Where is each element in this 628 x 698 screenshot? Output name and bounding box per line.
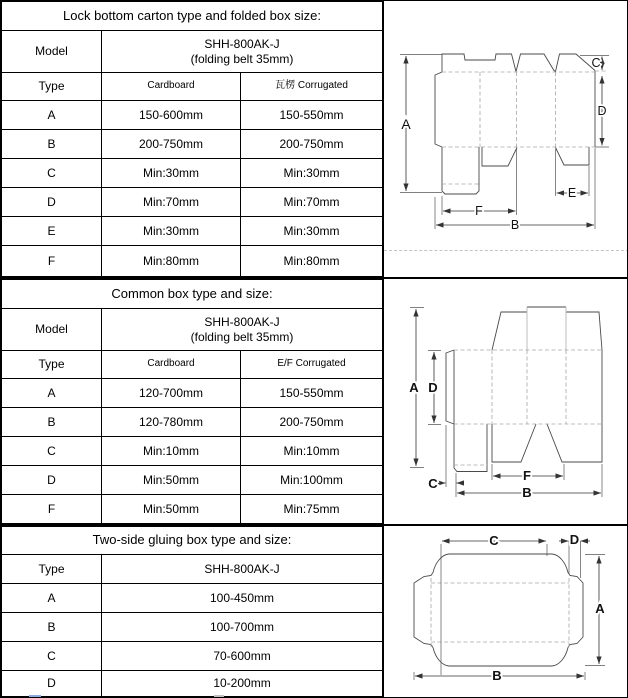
type-label: Type (2, 351, 102, 379)
common-box-table (1, 279, 383, 524)
type-cell: A (2, 584, 102, 613)
dimension-lines (409, 308, 602, 501)
type-cell: C (2, 159, 102, 188)
section-title: Two-side gluing box type and size: (2, 527, 383, 555)
dim-label-f: F (475, 204, 483, 218)
cardboard-value: Min:70mm (102, 188, 241, 217)
cardboard-value: Min:80mm (102, 246, 241, 277)
section-lock-bottom (1, 1, 627, 279)
cardboard-value: 150-600mm (102, 101, 241, 130)
type-cell: C (2, 642, 102, 671)
type-cell: D (2, 671, 102, 697)
type-cell: D (2, 188, 102, 217)
model-value (102, 31, 383, 73)
print-artifact-blue (29, 695, 41, 697)
type-cell: F (2, 246, 102, 277)
dieline-outline (414, 544, 583, 675)
type-label: Type (2, 555, 102, 584)
size-value: 10-200mm (102, 671, 383, 697)
col-header-cardboard: Cardboard (102, 351, 241, 379)
type-label: Type (2, 73, 102, 101)
dim-label-e: E (567, 186, 577, 200)
print-artifact-gray (214, 695, 224, 697)
type-cell: C (2, 437, 102, 466)
section-common-box (1, 279, 627, 526)
corrugated-value: Min:75mm (241, 495, 383, 524)
type-cell: B (2, 613, 102, 642)
dim-label-b: B (522, 485, 532, 500)
type-cell: A (2, 101, 102, 130)
model-name: SHH-800AK-J (102, 555, 383, 584)
corrugated-value: Min:100mm (241, 466, 383, 495)
model-value (102, 309, 383, 351)
cardboard-value: 120-700mm (102, 379, 241, 408)
dimension-lines (400, 55, 609, 233)
model-note: (folding belt 35mm) (190, 329, 294, 344)
corrugated-value: 200-750mm (241, 130, 383, 159)
size-value: 100-450mm (102, 584, 383, 613)
page-break-dash (384, 250, 628, 251)
dim-label-c: C (489, 533, 499, 548)
lock-bottom-table (1, 1, 383, 277)
two-side-gluing-diagram-cell (383, 526, 628, 697)
corrugated-value: 150-550mm (241, 379, 383, 408)
model-name: SHH-800AK-J (204, 314, 280, 329)
cardboard-value: 120-780mm (102, 408, 241, 437)
cardboard-value: Min:50mm (102, 466, 241, 495)
dim-label-d: D (428, 380, 438, 395)
corrugated-value: Min:30mm (241, 159, 383, 188)
dieline-outline (446, 307, 602, 472)
lock-bottom-diagram-cell (383, 1, 628, 277)
dim-label-a: A (595, 601, 605, 616)
type-cell: B (2, 408, 102, 437)
size-value: 70-600mm (102, 642, 383, 671)
type-cell: A (2, 379, 102, 408)
cardboard-value: Min:30mm (102, 217, 241, 246)
model-label: Model (2, 309, 102, 351)
dim-label-a: A (409, 380, 419, 395)
corrugated-value: Min:70mm (241, 188, 383, 217)
corrugated-value: 150-550mm (241, 101, 383, 130)
dim-label-b: B (510, 218, 520, 232)
corrugated-value: 200-750mm (241, 408, 383, 437)
col-header-corrugated: 瓦楞 Corrugated (241, 73, 383, 101)
section-title: Common box type and size: (2, 280, 383, 309)
cardboard-value: Min:50mm (102, 495, 241, 524)
section-two-side-gluing (1, 526, 627, 697)
dim-label-b: B (492, 668, 502, 683)
type-cell: F (2, 495, 102, 524)
dimension-lines (414, 532, 605, 683)
type-cell: E (2, 217, 102, 246)
model-name: SHH-800AK-J (204, 36, 280, 51)
dim-label-d: D (569, 532, 580, 547)
model-label: Model (2, 31, 102, 73)
lock-bottom-carton-dieline (384, 1, 628, 277)
cardboard-value: Min:10mm (102, 437, 241, 466)
corrugated-value: Min:30mm (241, 217, 383, 246)
size-value: 100-700mm (102, 613, 383, 642)
section-title: Lock bottom carton type and folded box size: (2, 2, 383, 31)
dim-label-c: C (428, 476, 438, 491)
dim-label-d: D (597, 104, 607, 118)
common-box-diagram-cell (383, 279, 628, 524)
dim-label-a: A (401, 116, 411, 132)
cardboard-value: 200-750mm (102, 130, 241, 159)
dim-label-f: F (523, 468, 531, 483)
cardboard-value: Min:30mm (102, 159, 241, 188)
two-side-gluing-table (1, 526, 383, 697)
model-note: (folding belt 35mm) (190, 51, 294, 66)
dieline-outline (435, 54, 608, 194)
two-side-gluing-box-dieline (384, 526, 628, 697)
corrugated-value: Min:10mm (241, 437, 383, 466)
type-cell: B (2, 130, 102, 159)
col-header-corrugated: E/F Corrugated (241, 351, 383, 379)
common-box-dieline (384, 279, 628, 524)
dim-label-c: C (591, 56, 601, 70)
type-cell: D (2, 466, 102, 495)
corrugated-value: Min:80mm (241, 246, 383, 277)
col-header-cardboard: Cardboard (102, 73, 241, 101)
